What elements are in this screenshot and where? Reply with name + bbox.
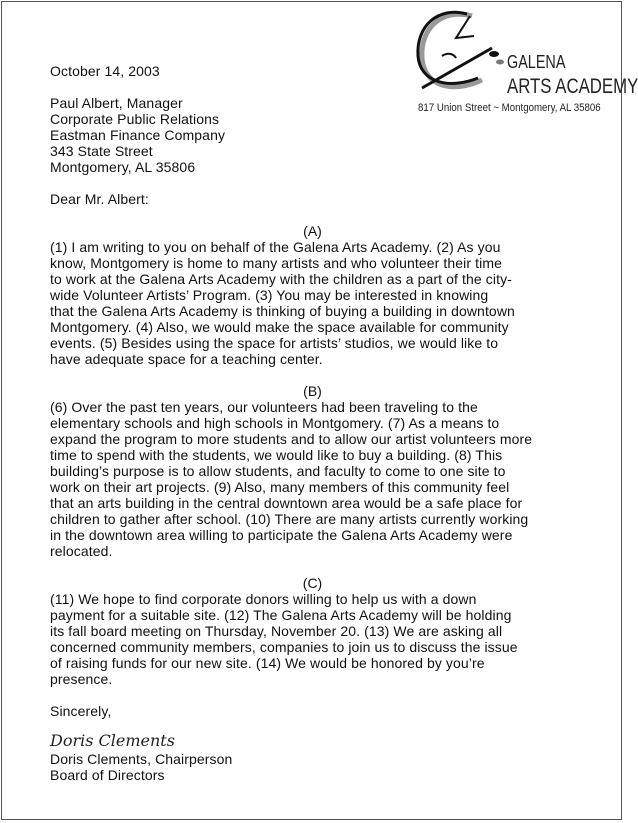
paragraph-line: expand the program to more students and to allow our artist volunteers more: [50, 431, 533, 447]
paragraph-line: work on their art projects. (9) Also, many members of this community feel: [50, 479, 510, 495]
paragraph-line: (11) We hope to find corporate donors willing to help us with a down: [50, 591, 477, 607]
signer-name: Doris Clements, Chairperson: [50, 751, 233, 767]
paragraph-line: building’s purpose is to allow students, and faculty to come to one site to: [50, 463, 506, 479]
org-name-line1: GALENA: [507, 52, 566, 72]
paragraph-line: of raising funds for our new site. (14) We would be honored by you’re: [50, 655, 485, 671]
org-address: 817 Union Street ~ Montgomery, AL 35806: [418, 102, 601, 114]
paragraph-line: (6) Over the past ten years, our volunteers had been traveling to the: [50, 399, 478, 415]
recipient-line: Corporate Public Relations: [50, 111, 220, 127]
paragraph-line: to work at the Galena Arts Academy with the children as a part of the city-: [50, 271, 512, 287]
recipient-line: Paul Albert, Manager: [50, 95, 183, 111]
paragraph-line: Montgomery. (4) Also, we would make the space available for community: [50, 319, 509, 335]
paragraph-line: presence.: [50, 671, 113, 687]
paragraph-line: concerned community members, companies to join us to discuss the issue: [50, 639, 518, 655]
closing: Sincerely,: [50, 703, 112, 719]
paragraph-line: that the Galena Arts Academy is thinking of buying a building in downtown: [50, 303, 515, 319]
org-name-line2: ARTS ACADEMY: [507, 75, 638, 98]
paragraph-line: in the downtown area willing to participate the Galena Arts Academy were: [50, 527, 513, 543]
paragraph-line: children to gather after school. (10) There are many artists currently working: [50, 511, 529, 527]
paragraph-line: time to spend with the students, we would like to buy a building. (8) This: [50, 447, 503, 463]
salutation: Dear Mr. Albert:: [50, 191, 149, 207]
paragraph-line: events. (5) Besides using the space for artists’ studios, we would like to: [50, 335, 499, 351]
letterhead: [412, 8, 638, 118]
paragraph-line: relocated.: [50, 543, 113, 559]
recipient-line: Montgomery, AL 35806: [50, 159, 196, 175]
signer-title: Board of Directors: [50, 767, 165, 783]
signature: Doris Clements: [50, 731, 175, 750]
paragraph-line: (1) I am writing to you on behalf of the Galena Arts Academy. (2) As you: [50, 239, 501, 255]
paragraph-line: payment for a suitable site. (12) The Galena Arts Academy will be holding: [50, 607, 512, 623]
recipient-line: 343 State Street: [50, 143, 153, 159]
section-heading: (B): [303, 383, 322, 399]
section-heading: (C): [302, 575, 323, 591]
letter-date: October 14, 2003: [50, 63, 160, 79]
paragraph-line: its fall board meeting on Thursday, November 20. (13) We are asking all: [50, 623, 503, 639]
palette-logo-icon: [412, 8, 512, 100]
paragraph-line: wide Volunteer Artists’ Program. (3) You may be interested in knowing: [50, 287, 489, 303]
paragraph-line: have adequate space for a teaching center.: [50, 351, 323, 367]
recipient-line: Eastman Finance Company: [50, 127, 226, 143]
paragraph-line: elementary schools and high schools in Montgomery. (7) As a means to: [50, 415, 500, 431]
paragraph-line: that an arts building in the central downtown area would be a safe place for: [50, 495, 523, 511]
paragraph-line: know, Montgomery is home to many artists and who volunteer their time: [50, 255, 502, 271]
section-heading: (A): [303, 223, 322, 239]
